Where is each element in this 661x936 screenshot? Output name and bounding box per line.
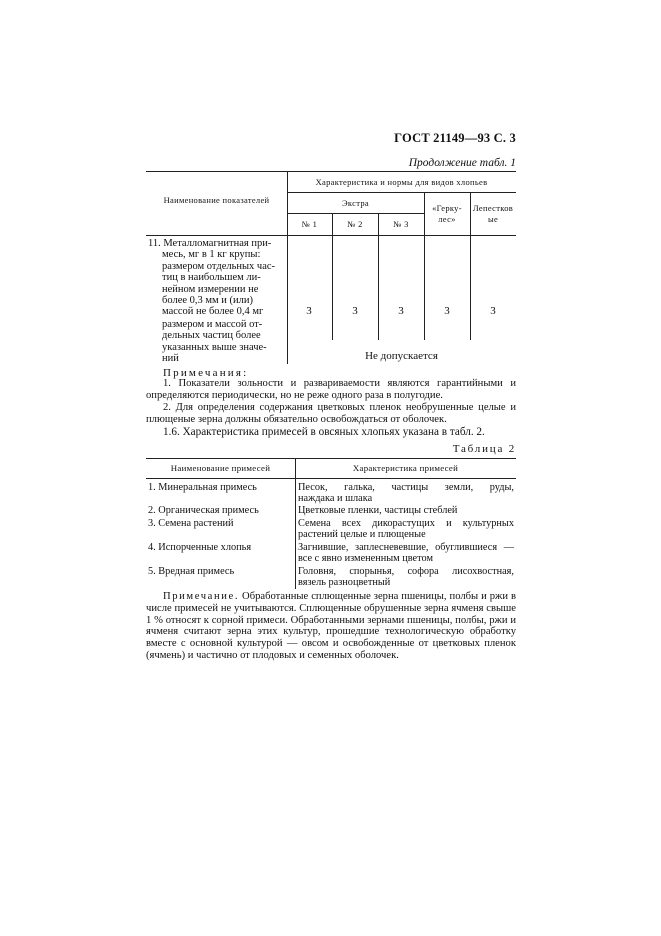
table-row-name: 3. Семена растений <box>148 518 234 529</box>
header-line: ые <box>487 214 499 224</box>
table-column-divider <box>378 213 379 340</box>
table-row-desc <box>298 505 514 516</box>
note-text: Обработанные сплющенные зерна пшеницы, полбы и ржи в числе примесей не учитываются. Сплющенные обрушенные зерна ячменя свыше 1 % относят к сорной примеси. Обработанными зернами пшеницы, полбы, ржи и ячменя считают зерна этих культур, прошедшие технологическую обработку вместе с основной культурой — овсом и освобожденные от цветковых пленок (ячмень) и частично от плодовых и семенных оболочек. <box>146 591 516 661</box>
text-line: Головня, спорынья, софора лисохвостная, <box>298 566 514 577</box>
text-line: нейном измерении не <box>162 283 259 295</box>
table-1-continued <box>146 171 516 364</box>
table-row-desc <box>298 482 514 505</box>
table-2-note <box>146 591 516 662</box>
table-header-divider <box>287 213 424 214</box>
text-line: дельных частиц более <box>162 330 261 342</box>
note-title: Примечание. <box>163 591 240 602</box>
text-line: Цветковые пленки, частицы стеблей <box>298 505 458 516</box>
text-line: массой не более 0,4 мг <box>162 306 264 318</box>
table-header-divider <box>287 192 516 193</box>
text-line: размером отдельных час- <box>162 261 276 272</box>
text-line: размером и массой от- <box>162 319 263 330</box>
text-line: 11. Металломагнитная при- <box>148 238 272 249</box>
table-row-desc <box>298 518 514 541</box>
row-11-sub2 <box>162 319 286 364</box>
table-continuation-label: Продолжение табл. 1 <box>408 157 516 169</box>
text-line: все с явно измененным цветом <box>298 553 433 565</box>
text-line: более 0,3 мм и (или) <box>162 294 254 306</box>
column-header-no2: № 2 <box>347 219 363 229</box>
column-header-indicators: Наименование показателей <box>163 195 270 205</box>
row-11-title <box>148 238 288 261</box>
text-line: Семена всех дикорастущих и культурных <box>298 518 514 529</box>
value-lepestkovye: 3 <box>490 305 496 317</box>
value-no1: 3 <box>306 305 312 317</box>
text-line: ний <box>162 352 179 364</box>
table-2-label: Таблица 2 <box>452 443 516 455</box>
column-header-no3: № 3 <box>393 219 409 229</box>
header-line: Лепестков <box>472 203 514 213</box>
text-line: Песок, галька, частицы земли, руды, <box>298 482 514 493</box>
table-row-desc <box>298 542 514 565</box>
value-not-allowed: Не допускается <box>365 350 438 362</box>
table-header-bottom-border <box>146 478 516 479</box>
table-row-name: 5. Вредная примесь <box>148 566 235 577</box>
text-line: тиц в наибольшем ли- <box>162 272 261 284</box>
row-11-sub1 <box>162 261 286 317</box>
document-code: ГОСТ 21149—93 С. 3 <box>394 131 516 145</box>
text-line: растений целые и плющеные <box>298 529 426 541</box>
header-line: «Герку- <box>432 203 462 213</box>
column-header-impurity-characteristic: Характеристика примесей <box>352 463 459 473</box>
column-header-lepestkovye <box>470 203 516 225</box>
table-column-divider <box>332 213 333 340</box>
column-header-extra: Экстра <box>342 198 369 208</box>
column-header-no1: № 1 <box>301 219 318 229</box>
table-column-divider <box>295 458 296 589</box>
table-row-desc <box>298 566 514 589</box>
table-row-name: 1. Минеральная примесь <box>148 482 257 493</box>
text-line: указанных выше значе- <box>162 341 267 353</box>
column-header-gerkules <box>424 203 470 225</box>
section-1-6: 1.6. Характеристика примесей в овсяных хлопьях указана в табл. 2. <box>163 426 485 438</box>
value-no2: 3 <box>352 305 358 317</box>
text-line: месь, мг в 1 кг крупы: <box>162 249 261 261</box>
table-row-name: 4. Испорченные хлопья <box>148 542 252 553</box>
column-header-group: Характеристика и нормы для видов хлопьев <box>315 177 488 187</box>
column-header-impurity-name: Наименование примесей <box>170 463 271 473</box>
value-gerkules: 3 <box>444 305 450 317</box>
table-row-name: 2. Органическая примесь <box>148 505 259 516</box>
table-top-border <box>146 458 516 459</box>
table-2 <box>146 458 516 589</box>
text-line: вязель разноцветный <box>298 577 391 589</box>
header-line: лес» <box>438 214 456 224</box>
note-2: 2. Для определения содержания цветковых пленок необрушенные целые и плющеные зерна должны обязательно освобождаться от оболочек. <box>146 402 516 426</box>
table-header-bottom-border <box>146 235 516 236</box>
table-top-border <box>146 171 516 172</box>
note-1: 1. Показатели зольности и развариваемости являются гарантийными и определяются периодически, но не реже одного раза в полугодие. <box>146 378 516 402</box>
notes-title: Примечания: <box>163 367 249 379</box>
text-line: Загнившие, заплесневевшие, обуглившиеся — <box>298 542 514 553</box>
value-no3: 3 <box>398 305 404 317</box>
text-line: наждака и шлака <box>298 493 373 505</box>
